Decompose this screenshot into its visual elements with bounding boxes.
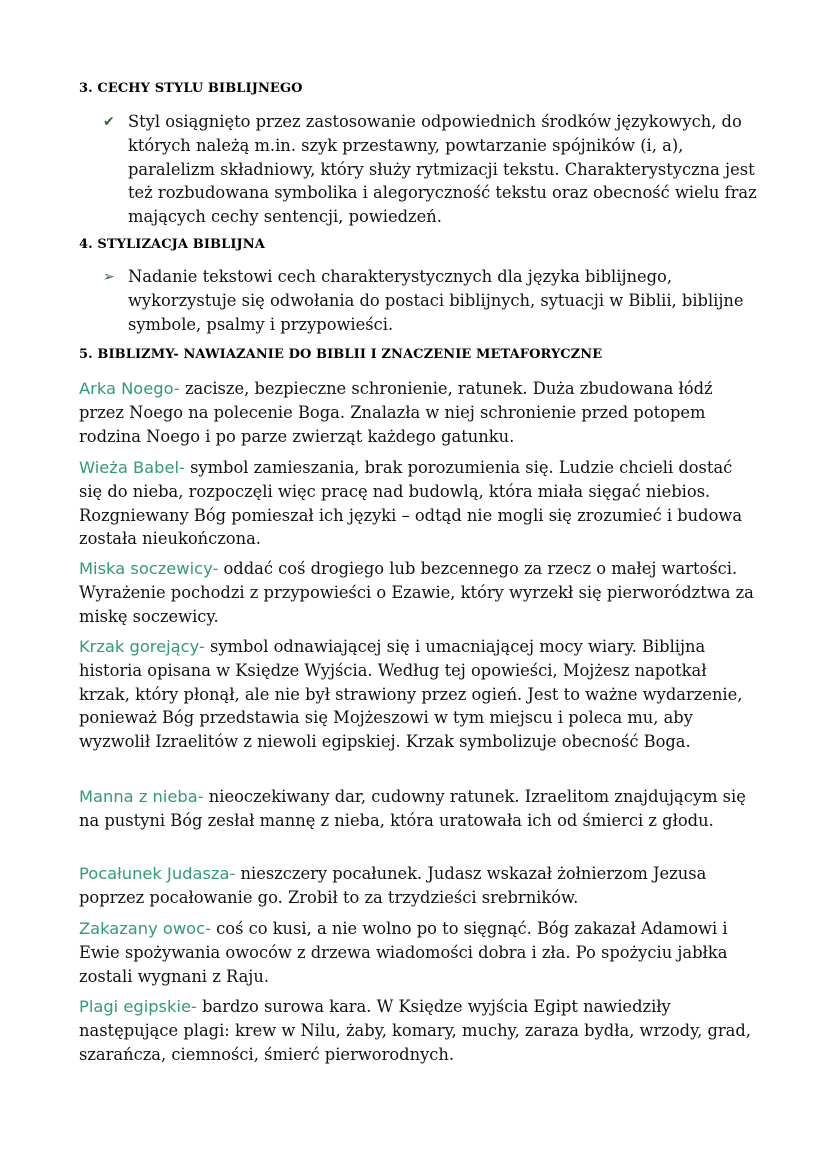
entry-definition: nieszczery pocałunek. Judasz wskazał żołnierzom Jezusa poprzez pocałowanie go. Zrobił to za trzydzieści srebrników. — [79, 864, 707, 907]
section-5-heading: 5. BIBLIZMY- NAWIAZANIE DO BIBLII I ZNACZENIE METAFORYCZNE — [79, 347, 603, 362]
section-3-heading: 3. CECHY STYLU BIBLIJNEGO — [79, 81, 303, 96]
entry-arka-noego — [79, 377, 759, 448]
entry-plagi-egipskie — [79, 995, 759, 1066]
entry-term: Manna z nieba- — [79, 787, 204, 806]
entry-term: Krzak gorejący- — [79, 637, 205, 656]
entry-term: Pocałunek Judasza- — [79, 864, 236, 883]
entry-krzak-gorejacy — [79, 635, 759, 754]
entry-definition: oddać coś drogiego lub bezcennego za rzecz o małej wartości. Wyrażenie pochodzi z przypowieści o Ezawie, który wyrzekł się pierworództwa za miskę soczewicy. — [79, 559, 754, 626]
entry-term: Plagi egipskie- — [79, 997, 197, 1016]
entry-definition: bardzo surowa kara. W Księdze wyjścia Egipt nawiedziły następujące plagi: krew w Nilu, żaby, komary, muchy, zaraza bydła, wrzody, grad, szarańcza, ciemności, śmierć pierworodnych. — [79, 997, 751, 1064]
entry-zakazany-owoc — [79, 917, 759, 988]
entry-definition: zacisze, bezpieczne schronienie, ratunek. Duża zbudowana łódź przez Noego na polecenie Boga. Znalazła w niej schronienie przed potopem rodzina Noego i po parze zwierząt każdego gatunku. — [79, 379, 713, 446]
entry-wieza-babel — [79, 456, 759, 551]
entry-term: Zakazany owoc- — [79, 919, 211, 938]
arrow-icon: ➢ — [103, 269, 115, 285]
entry-pocalunek-judasza — [79, 862, 759, 910]
section-4-text: Nadanie tekstowi cech charakterystycznych dla języka biblijnego, wykorzystuje się odwołania do postaci biblijnych, sytuacji w Biblii, biblijne symbole, psalmy i przypowieści. — [128, 267, 744, 334]
entry-term: Miska soczewicy- — [79, 559, 219, 578]
entry-definition: symbol odnawiającej się i umacniającej mocy wiary. Biblijna historia opisana w Księdze Wyjścia. Według tej opowieści, Mojżesz napotkał krzak, który płonął, ale nie był strawiony przez ogień. Jest to ważne wydarzenie, ponieważ Bóg przedstawia się Mojżeszowi w tym miejscu i poleca mu, aby wyzwolił Izraelitów z niewoli egipskiej. Krzak symbolizuje obecność Boga. — [79, 637, 743, 752]
entry-term: Wieża Babel- — [79, 458, 185, 477]
entry-definition: nieoczekiwany dar, cudowny ratunek. Izraelitom znajdującym się na pustyni Bóg zesłał mannę z nieba, która uratowała ich od śmierci z głodu. — [79, 787, 746, 830]
check-icon: ✔ — [103, 114, 115, 130]
entry-term: Arka Noego- — [79, 379, 180, 398]
section-4-heading: 4. STYLIZACJA BIBLIJNA — [79, 237, 265, 252]
entry-miska-soczewicy — [79, 557, 759, 628]
entry-definition: coś co kusi, a nie wolno po to sięgnąć. Bóg zakazał Adamowi i Ewie spożywania owoców z drzewa wiadomości dobra i zła. Po spożyciu jabłka zostali wygnani z Raju. — [79, 919, 728, 986]
section-3-text: Styl osiągnięto przez zastosowanie odpowiednich środków językowych, do których należą m.in. szyk przestawny, powtarzanie spójników (i, a), paralelizm składniowy, który służy rytmizacji tekstu. Charakterystyczna jest też rozbudowana symbolika i alegoryczność tekstu oraz obecność wielu fraz mających cechy sentencji, powiedzeń. — [128, 112, 757, 227]
entry-definition: symbol zamieszania, brak porozumienia się. Ludzie chcieli dostać się do nieba, rozpoczęli więc pracę nad budowlą, która miała sięgać niebios. Rozgniewany Bóg pomieszał ich języki – odtąd nie mogli się zrozumieć i budowa została nieukończona. — [79, 458, 743, 549]
entry-manna-z-nieba — [79, 785, 759, 833]
